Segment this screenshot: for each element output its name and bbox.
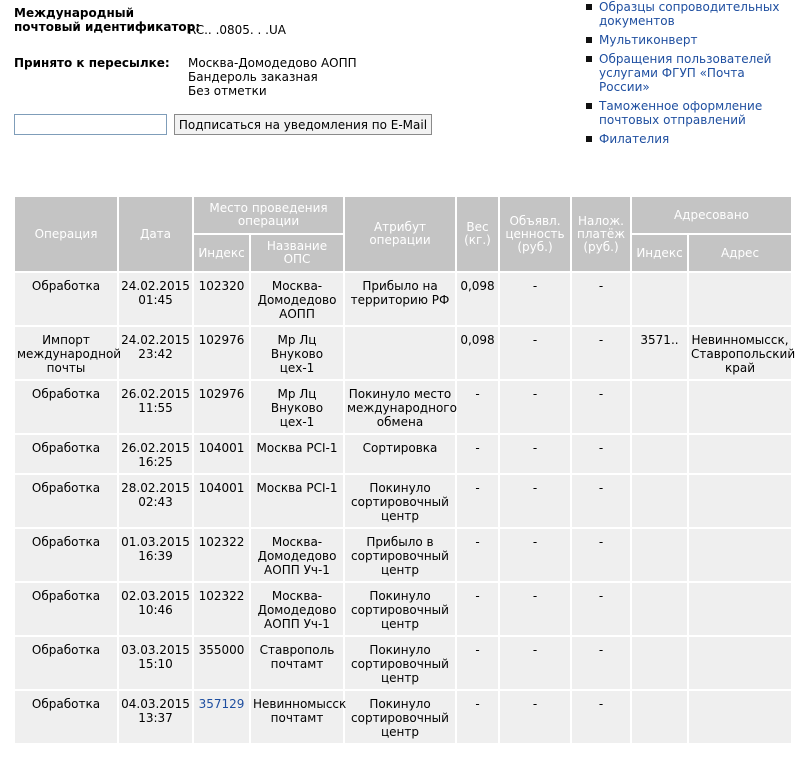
date-value: 24.02.2015 [121, 279, 190, 293]
cell-addr-index [631, 380, 688, 434]
link-item [586, 99, 796, 127]
subscribe-button[interactable]: Подписаться на уведомления по E-Mail [174, 114, 432, 135]
cell-index: 102320 [193, 272, 250, 326]
cell-date [118, 582, 193, 636]
cell-weight: 0,098 [456, 272, 499, 326]
email-input[interactable] [14, 114, 167, 135]
time-value: 15:10 [138, 657, 173, 671]
table-row [14, 690, 792, 744]
cell-operation: Обработка [14, 474, 118, 528]
cell-addr-index [631, 636, 688, 690]
accepted-values [188, 56, 357, 98]
cell-cod: - [571, 636, 631, 690]
time-value: 16:25 [138, 455, 173, 469]
cell-attribute: Покинуло сортировочный центр [344, 636, 456, 690]
cell-address [688, 528, 792, 582]
cell-operation: Обработка [14, 690, 118, 744]
th-attribute: Атрибут операции [344, 196, 456, 272]
cell-cod: - [571, 434, 631, 474]
table-row [14, 474, 792, 528]
date-value: 03.03.2015 [121, 643, 190, 657]
cell-date [118, 272, 193, 326]
cell-addr-index [631, 582, 688, 636]
cell-addr-index [631, 690, 688, 744]
cell-operation: Обработка [14, 636, 118, 690]
cell-operation: Обработка [14, 528, 118, 582]
link-multienvelope[interactable]: Мультиконверт [599, 33, 698, 47]
cell-declared: - [499, 326, 571, 380]
cell-declared: - [499, 690, 571, 744]
accepted-label: Принято к пересылке: [14, 56, 170, 70]
cell-cod: - [571, 326, 631, 380]
cell-attribute: Покинуло сортировочный центр [344, 474, 456, 528]
cell-ops-name: Мр Лц Внуково цех-1 [250, 380, 344, 434]
cell-weight: - [456, 380, 499, 434]
accepted-line: Бандероль заказная [188, 70, 318, 84]
th-weight: Вес (кг.) [456, 196, 499, 272]
link-item [586, 132, 796, 146]
link-philately[interactable]: Филателия [599, 132, 670, 146]
accepted-line: Без отметки [188, 84, 267, 98]
table-row [14, 636, 792, 690]
square-bullet-icon [586, 56, 592, 62]
time-value: 02:43 [138, 495, 173, 509]
cell-cod: - [571, 582, 631, 636]
cell-declared: - [499, 582, 571, 636]
link-user-appeals[interactable]: Обращения пользователей услугами ФГУП «Почта России» [599, 52, 772, 94]
date-value: 26.02.2015 [121, 441, 190, 455]
th-address: Адрес [688, 234, 792, 272]
cell-ops-name: Невинномысск почтамт [250, 690, 344, 744]
link-doc-samples[interactable]: Образцы сопроводительных документов [599, 0, 780, 28]
shipment-info [14, 6, 574, 132]
square-bullet-icon [586, 103, 592, 109]
date-value: 28.02.2015 [121, 481, 190, 495]
cell-addr-index [631, 434, 688, 474]
cell-date [118, 636, 193, 690]
cell-ops-name: Москва-Домодедово АОПП Уч-1 [250, 582, 344, 636]
table-row [14, 582, 792, 636]
th-date: Дата [118, 196, 193, 272]
cell-declared: - [499, 272, 571, 326]
cell-address [688, 272, 792, 326]
cell-operation: Обработка [14, 380, 118, 434]
cell-operation: Обработка [14, 582, 118, 636]
time-value: 13:37 [138, 711, 173, 725]
table-row [14, 434, 792, 474]
cell-operation: Импорт международной почты [14, 326, 118, 380]
th-operation: Операция [14, 196, 118, 272]
cell-cod: - [571, 380, 631, 434]
date-value: 04.03.2015 [121, 697, 190, 711]
cell-attribute: Покинуло сортировочный центр [344, 690, 456, 744]
cell-cod: - [571, 528, 631, 582]
cell-date [118, 474, 193, 528]
date-value: 01.03.2015 [121, 535, 190, 549]
cell-date [118, 690, 193, 744]
cell-index: 104001 [193, 474, 250, 528]
cell-index: 102322 [193, 528, 250, 582]
cell-address: Невинномысск, Ставропольский край [688, 326, 792, 380]
cell-ops-name: Москва PCI-1 [250, 474, 344, 528]
date-value: 02.03.2015 [121, 589, 190, 603]
intl-id-value: RC.. .0805. . .UA [188, 23, 286, 37]
cell-declared: - [499, 528, 571, 582]
cell-addr-index: 3571.. [631, 326, 688, 380]
time-value: 23:42 [138, 347, 173, 361]
link-customs[interactable]: Таможенное оформление почтовых отправлений [599, 99, 763, 127]
cell-date [118, 528, 193, 582]
cell-addr-index [631, 474, 688, 528]
cell-cod: - [571, 272, 631, 326]
link-item [586, 33, 796, 47]
cell-declared: - [499, 636, 571, 690]
cell-cod: - [571, 474, 631, 528]
time-value: 10:46 [138, 603, 173, 617]
table-row [14, 380, 792, 434]
cell-attribute: Покинуло место международного обмена [344, 380, 456, 434]
cell-date [118, 326, 193, 380]
intl-id-label-line2: почтовый идентификатор: [14, 20, 201, 34]
intl-id-block [14, 6, 574, 36]
accepted-line: Москва-Домодедово АОПП [188, 56, 357, 70]
index-link[interactable]: 357129 [198, 697, 245, 711]
cell-address [688, 582, 792, 636]
cell-index: 102976 [193, 326, 250, 380]
time-value: 16:39 [138, 549, 173, 563]
table-row [14, 272, 792, 326]
cell-address [688, 474, 792, 528]
time-value: 01:45 [138, 293, 173, 307]
cell-cod: - [571, 690, 631, 744]
th-place: Место проведения операции [193, 196, 344, 234]
cell-address [688, 380, 792, 434]
cell-index: 102322 [193, 582, 250, 636]
th-addressed: Адресовано [631, 196, 792, 234]
cell-ops-name: Москва-Домодедово АОПП [250, 272, 344, 326]
cell-date [118, 380, 193, 434]
cell-address [688, 690, 792, 744]
cell-operation: Обработка [14, 272, 118, 326]
date-value: 26.02.2015 [121, 387, 190, 401]
intl-id-label [14, 6, 574, 34]
cell-ops-name: Ставрополь почтамт [250, 636, 344, 690]
cell-ops-name: Москва-Домодедово АОПП Уч-1 [250, 528, 344, 582]
cell-declared: - [499, 380, 571, 434]
link-item [586, 52, 796, 94]
cell-weight: 0,098 [456, 326, 499, 380]
cell-attribute: Прибыло в сортировочный центр [344, 528, 456, 582]
square-bullet-icon [586, 37, 592, 43]
cell-declared: - [499, 434, 571, 474]
table-row [14, 528, 792, 582]
square-bullet-icon [586, 4, 592, 10]
cell-attribute: Прибыло на территорию РФ [344, 272, 456, 326]
square-bullet-icon [586, 136, 592, 142]
cell-address [688, 434, 792, 474]
th-addr-index: Индекс [631, 234, 688, 272]
date-value: 24.02.2015 [121, 333, 190, 347]
tracking-table [13, 195, 796, 745]
th-declared-value: Объявл. ценность (руб.) [499, 196, 571, 272]
cell-weight: - [456, 582, 499, 636]
cell-weight: - [456, 474, 499, 528]
table-row [14, 326, 792, 380]
th-cod: Налож. платёж (руб.) [571, 196, 631, 272]
cell-ops-name: Москва PCI-1 [250, 434, 344, 474]
side-links [586, 0, 796, 151]
cell-date [118, 434, 193, 474]
subscribe-row [14, 114, 432, 135]
cell-index: 104001 [193, 434, 250, 474]
cell-weight: - [456, 528, 499, 582]
cell-addr-index [631, 272, 688, 326]
link-item [586, 0, 796, 28]
cell-attribute [344, 326, 456, 380]
cell-index: 355000 [193, 636, 250, 690]
cell-addr-index [631, 528, 688, 582]
cell-attribute: Сортировка [344, 434, 456, 474]
cell-address [688, 636, 792, 690]
cell-declared: - [499, 474, 571, 528]
intl-id-label-line1: Международный [14, 6, 134, 20]
cell-attribute: Покинуло сортировочный центр [344, 582, 456, 636]
cell-index [193, 690, 250, 744]
th-index: Индекс [193, 234, 250, 272]
cell-weight: - [456, 636, 499, 690]
th-ops-name: Название ОПС [250, 234, 344, 272]
cell-ops-name: Мр Лц Внуково цех-1 [250, 326, 344, 380]
cell-weight: - [456, 690, 499, 744]
cell-index: 102976 [193, 380, 250, 434]
cell-operation: Обработка [14, 434, 118, 474]
time-value: 11:55 [138, 401, 173, 415]
cell-weight: - [456, 434, 499, 474]
